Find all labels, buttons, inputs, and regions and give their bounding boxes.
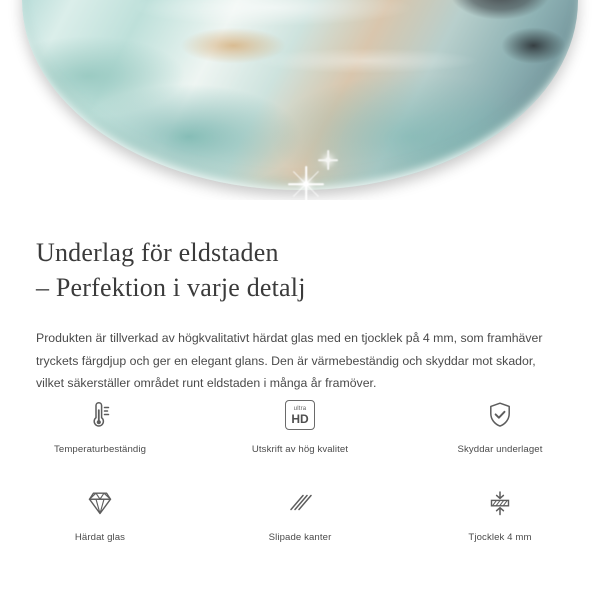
feature-print-quality (200, 392, 400, 480)
page-title (0, 200, 600, 305)
feature-label: Härdat glas (74, 532, 126, 543)
feature-polished-edges (200, 480, 400, 568)
feature-label: Slipade kanter (268, 532, 332, 543)
thermometer-icon (83, 392, 117, 438)
feature-label: Temperaturbeständig (53, 444, 147, 455)
headline-line-2: – Perfektion i varje detalj (36, 273, 306, 302)
feature-label: Tjocklek 4 mm (468, 532, 532, 543)
feature-label: Skyddar underlaget (457, 444, 543, 455)
badge-top-label: ultra (293, 405, 307, 412)
diamond-icon (83, 480, 117, 526)
hero-image (0, 0, 600, 200)
feature-thickness (400, 480, 600, 568)
marble-agate-glass-disc (22, 0, 578, 190)
feature-label: Utskrift av hög kvalitet (251, 444, 349, 455)
feature-temperature-resistant (0, 392, 200, 480)
description-paragraph: Produkten är tillverkad av högkvalitativt härdat glas med en tjocklek på 4 mm, som framhäver tryckets färgdjup och ger en elegant glans. Den är värmebeständig och skyddar mot skador, vilket säkerställer området runt eldstaden i många år framöver. (36, 331, 543, 390)
feature-grid (0, 392, 600, 568)
headline-line-1: Underlag för eldstaden (36, 238, 279, 267)
badge-main-label: HD (291, 411, 309, 426)
polished-edges-icon (283, 480, 317, 526)
ultra-hd-badge-icon (285, 392, 315, 438)
shield-check-icon (483, 392, 517, 438)
feature-protects-surface (400, 392, 600, 480)
text-content (0, 200, 600, 395)
feature-tempered-glass (0, 480, 200, 568)
thickness-arrows-icon (483, 480, 517, 526)
